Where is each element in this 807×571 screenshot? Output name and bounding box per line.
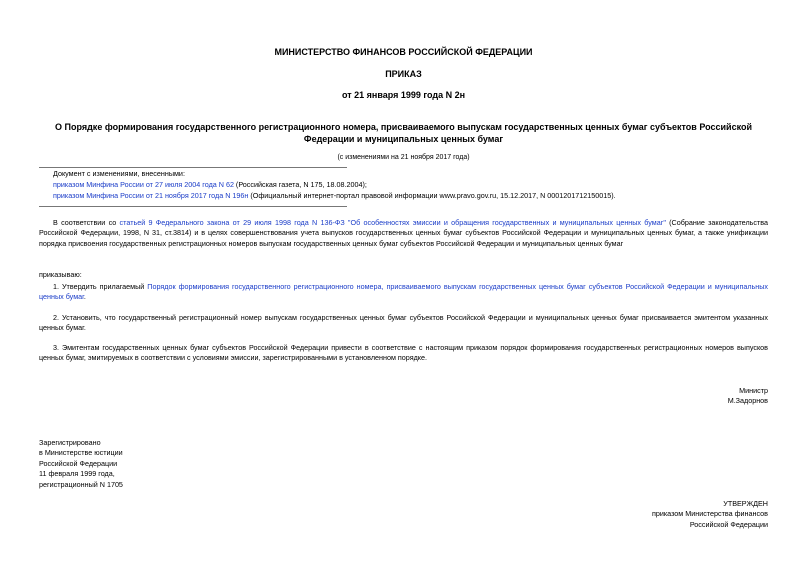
change-link-1[interactable]: приказом Минфина России от 27 июля 2004 года N 62 bbox=[53, 179, 234, 189]
preamble-text-before: В соответствии со bbox=[53, 218, 120, 227]
approval-line: Российской Федерации bbox=[689, 519, 768, 529]
change-source-1: (Российская газета, N 175, 18.08.2004); bbox=[233, 179, 367, 189]
approval-line: УТВЕРЖДЕН bbox=[723, 499, 768, 508]
registration-block bbox=[39, 438, 123, 490]
order-word: приказываю: bbox=[39, 270, 82, 279]
order-item-2: 2. Установить, что государственный регистрационный номер выпускам государственных ценных бумаг субъектов Российской Федерации и муниципальных ценных бумаг присваивается эмитентом указанных ценных бумаг. bbox=[39, 313, 768, 333]
changes-block bbox=[53, 169, 773, 201]
change-item bbox=[53, 191, 773, 202]
signer-position: Министр bbox=[739, 386, 768, 395]
order-item-1 bbox=[39, 282, 768, 303]
preamble-paragraph bbox=[39, 218, 768, 249]
ministry-heading: МИНИСТЕРСТВО ФИНАНСОВ РОССИЙСКОЙ ФЕДЕРАЦИИ bbox=[274, 47, 533, 57]
changes-intro: Документ с изменениями, внесенными: bbox=[53, 169, 185, 178]
federal-law-link[interactable]: статьей 9 Федерального закона от 29 июля 1998 года N 136-ФЗ "Об особенностях эмиссии и обращения государственных и муниципальных ценных бумаг" bbox=[119, 218, 666, 227]
registration-line: Зарегистрировано bbox=[39, 438, 101, 447]
preamble-text-after: (Собрание законодательства Российской Федерации, 1998, N 31, ст.3814) и в целях совершенствования учета выпусков государственных ценных бумаг субъектов Российской Федерации и муниципальных ценных бумаг, а также унификации порядка присвоения государственных регистрационных номеров выпускам государственных ценных бумаг субъектов Российской Федерации и муниципальных ценных бумаг bbox=[39, 218, 769, 248]
procedure-link[interactable]: Порядок формирования государственного регистрационного номера, присваиваемого выпускам государственных ценных бумаг субъектов Российской Федерации и муниципальных ценных бумаг bbox=[39, 282, 768, 302]
registration-line: в Министерстве юстиции bbox=[39, 448, 123, 458]
divider-bottom bbox=[39, 206, 347, 207]
item-1-text: 1. Утвердить прилагаемый bbox=[53, 282, 148, 291]
order-item-3: 3. Эмитентам государственных ценных бумаг субъектов Российской Федерации привести в соответствие с настоящим приказом порядок формирования государственных регистрационных номеров выпусков ценных бумаг, эмитируемых в соответствии с условиями эмиссии, зарегистрированными в установленном порядке. bbox=[39, 343, 768, 363]
change-link-2[interactable]: приказом Минфина России от 21 ноября 2017 года N 196н bbox=[53, 190, 249, 200]
document-type: ПРИКАЗ bbox=[385, 69, 422, 79]
registration-line: регистрационный N 1705 bbox=[39, 479, 123, 489]
document-title: О Порядке формирования государственного регистрационного номера, присваиваемого выпускам государственных ценных бумаг субъектов Российской Федерации и муниципальных ценных бумаг bbox=[55, 122, 752, 145]
change-source-2: (Официальный интернет-портал правовой информации www.pravo.gov.ru, 15.12.2017, N 0001201712150015). bbox=[248, 190, 616, 200]
approval-line: приказом Министерства финансов bbox=[651, 509, 768, 519]
registration-line: 11 февраля 1999 года, bbox=[39, 469, 115, 479]
document-date-number: от 21 января 1999 года N 2н bbox=[341, 90, 466, 100]
change-item bbox=[53, 180, 773, 191]
item-1-end: . bbox=[83, 292, 86, 302]
approval-block bbox=[652, 499, 768, 530]
divider-top bbox=[39, 167, 347, 168]
signature-block bbox=[728, 386, 768, 407]
signer-name: М.Задорнов bbox=[727, 396, 768, 406]
registration-line: Российской Федерации bbox=[39, 458, 118, 468]
edition-note: (с изменениями на 21 ноября 2017 года) bbox=[337, 154, 470, 161]
